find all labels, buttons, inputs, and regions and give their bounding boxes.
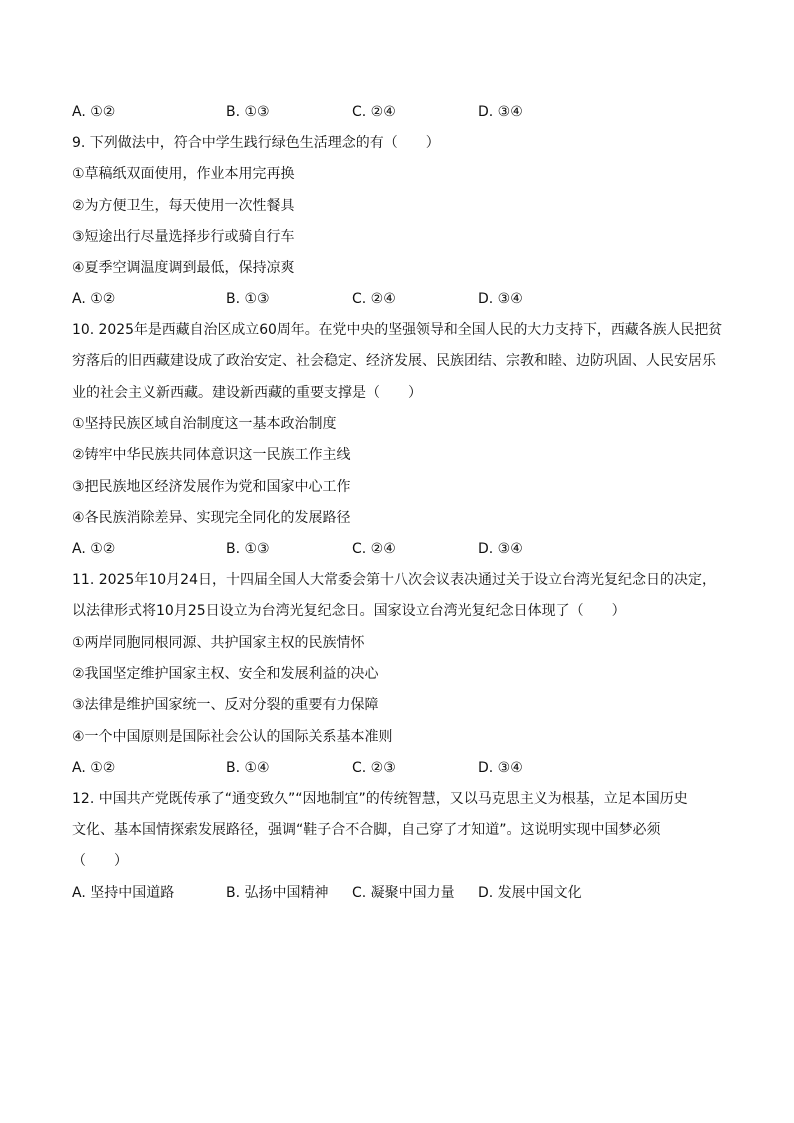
q10-option-c: C. ②④ xyxy=(352,541,396,557)
q12-option-c: C. 凝聚中国力量 xyxy=(352,885,455,901)
q9-options xyxy=(72,290,722,308)
q9-item-2: ②为方便卫生，每天使用一次性餐具 xyxy=(72,198,295,214)
q10-option-d: D. ③④ xyxy=(478,541,523,557)
q9-option-d: D. ③④ xyxy=(478,291,523,307)
q9-option-a: A. ①② xyxy=(72,291,116,307)
q9-option-c: C. ②④ xyxy=(352,291,396,307)
q12-option-a: A. 坚持中国道路 xyxy=(72,885,175,901)
q10-option-a: A. ①② xyxy=(72,541,116,557)
q12-stem-line-3: （ ） xyxy=(72,853,128,869)
q11-stem-line-1: 11. 2025年10月24日，十四届全国人大常委会第十八次会议表决通过关于设立台湾光复纪念日的决定， xyxy=(72,572,716,588)
q12-option-d: D. 发展中国文化 xyxy=(478,885,582,901)
q11-item-1: ①两岸同胞同根同源、共护国家主权的民族情怀 xyxy=(72,635,365,651)
q10-item-1: ①坚持民族区域自治制度这一基本政治制度 xyxy=(72,416,337,432)
q11-item-4: ④一个中国原则是国际社会公认的国际关系基本准则 xyxy=(72,729,393,745)
q11-option-c: C. ②③ xyxy=(352,760,396,776)
q8-options xyxy=(72,103,722,121)
q10-item-4: ④各民族消除差异、实现完全同化的发展路径 xyxy=(72,510,351,526)
q10-option-b: B. ①③ xyxy=(226,541,270,557)
q10-options xyxy=(72,540,722,558)
q10-item-2: ②铸牢中华民族共同体意识这一民族工作主线 xyxy=(72,447,351,463)
q10-stem-line-2: 穷落后的旧西藏建设成了政治安定、社会稳定、经济发展、民族团结、宗教和睦、边防巩固、人民安居乐 xyxy=(72,353,716,369)
q8-option-d: D. ③④ xyxy=(478,104,523,120)
q11-option-a: A. ①② xyxy=(72,760,116,776)
q8-option-a: A. ①② xyxy=(72,104,116,120)
q10-stem-line-1: 10. 2025年是西藏自治区成立60周年。在党中央的坚强领导和全国人民的大力支持下，西藏各族人民把贫 xyxy=(72,322,723,338)
q11-item-3: ③法律是维护国家统一、反对分裂的重要有力保障 xyxy=(72,697,379,713)
q8-option-b: B. ①③ xyxy=(226,104,270,120)
q11-options xyxy=(72,759,722,777)
q12-options xyxy=(72,884,722,902)
q10-stem-line-3: 业的社会主义新西藏。建设新西藏的重要支撑是（ ） xyxy=(72,385,422,401)
q10-item-3: ③把民族地区经济发展作为党和国家中心工作 xyxy=(72,479,351,495)
q11-option-b: B. ①④ xyxy=(226,760,270,776)
q11-stem-line-2: 以法律形式将10月25日设立为台湾光复纪念日。国家设立台湾光复纪念日体现了（ ） xyxy=(72,603,626,619)
q11-item-2: ②我国坚定维护国家主权、安全和发展利益的决心 xyxy=(72,666,379,682)
q12-stem-line-2: 文化、基本国情探索发展路径，强调“鞋子合不合脚，自己穿了才知道”。这说明实现中国梦必须 xyxy=(72,822,661,838)
q9-item-3: ③短途出行尽量选择步行或骑自行车 xyxy=(72,229,295,245)
q12-option-b: B. 弘扬中国精神 xyxy=(226,885,329,901)
q12-stem-line-1: 12. 中国共产党既传承了“通变致久”“因地制宜”的传统智慧，又以马克思主义为根基，立足本国历史 xyxy=(72,791,688,807)
q9-item-4: ④夏季空调温度调到最低，保持凉爽 xyxy=(72,260,295,276)
q9-stem: 9. 下列做法中，符合中学生践行绿色生活理念的有（ ） xyxy=(72,135,440,151)
q9-item-1: ①草稿纸双面使用，作业本用完再换 xyxy=(72,166,295,182)
q11-option-d: D. ③④ xyxy=(478,760,523,776)
q9-option-b: B. ①③ xyxy=(226,291,270,307)
q8-option-c: C. ②④ xyxy=(352,104,396,120)
